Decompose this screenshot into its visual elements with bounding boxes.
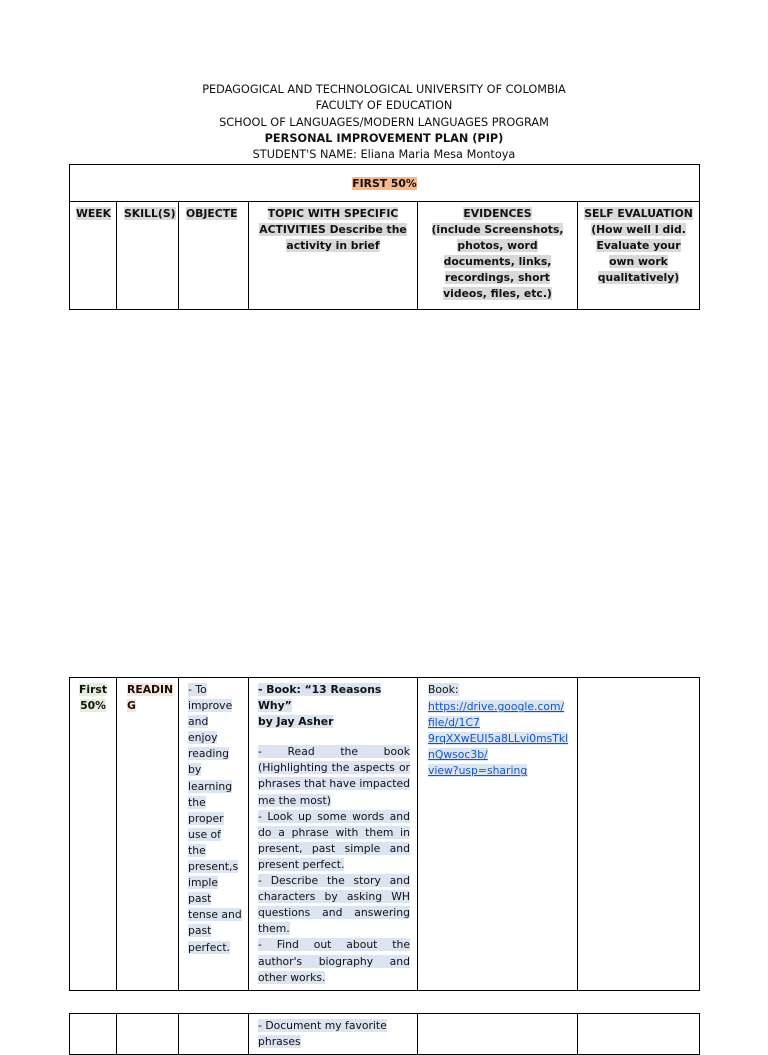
evidence-link[interactable]: https://drive.google.com/ file/d/1C7 9rqXXwEUI5a8LLvi0msTkl nQwsoc3b/ view?usp=sharing bbox=[428, 700, 569, 778]
activity-describe: - Describe the story and characters by asking WH questions and answering them. bbox=[258, 874, 410, 936]
col-objective: OBJECTE bbox=[179, 202, 249, 310]
pip-row-table bbox=[69, 677, 700, 991]
col-topic: TOPIC WITH SPECIFIC ACTIVITIES Describe the activity in brief bbox=[249, 202, 418, 310]
university-name: PEDAGOGICAL AND TECHNOLOGICAL UNIVERSITY OF COLOMBIA bbox=[202, 83, 566, 96]
week-cell bbox=[70, 1014, 117, 1055]
evidence-cell bbox=[418, 678, 578, 991]
self-evaluation-cell bbox=[578, 678, 700, 991]
week-cell: First 50% bbox=[70, 678, 117, 991]
activity-author: - Find out about the author's biography and other works. bbox=[258, 938, 410, 984]
objective-cell: - To improve and enjoy reading by learning the proper use of the present,s imple past tense and past perfect. bbox=[179, 678, 249, 991]
skill-cell: READIN G bbox=[117, 678, 179, 991]
topic-fragment: - Document my favorite phrases bbox=[258, 1019, 387, 1049]
book-author: by Jay Asher bbox=[258, 715, 334, 729]
evidence-cell bbox=[418, 1014, 578, 1055]
col-week: WEEK bbox=[70, 202, 117, 310]
book-title: Book: “13 Reasons Why” bbox=[258, 683, 382, 713]
objective-cell bbox=[179, 1014, 249, 1055]
evidence-label: Book: bbox=[428, 683, 459, 696]
school-name: SCHOOL OF LANGUAGES/MODERN LANGUAGES PROGRAM bbox=[219, 115, 549, 129]
table-row bbox=[70, 678, 700, 991]
section-title-cell bbox=[70, 165, 700, 202]
pip-header-table bbox=[69, 164, 700, 310]
topic-cell bbox=[249, 1014, 418, 1055]
table-row bbox=[70, 1014, 700, 1055]
activity-read: - Read the book (Highlighting the aspects or phrases that have impacted me the most) bbox=[258, 745, 411, 807]
topic-cell: - Book: “13 Reasons Why” by Jay Asher - Read the book (Highlighting the aspects or phrases that have impacted me the most) - Look up some words and do a phrase with them in present, past simple and present perfect. - Describe the story and characters by asking WH questions and answering them. - Find out about the author's biography and other works. bbox=[249, 678, 418, 991]
col-self-evaluation: SELF EVALUATION (How well I did. Evaluate your own work qualitatively) bbox=[578, 202, 700, 310]
section-title: FIRST 50% bbox=[352, 176, 417, 190]
col-evidences: EVIDENCES (include Screenshots, photos, word documents, links, recordings, short videos, files, etc.) bbox=[418, 202, 578, 310]
activity-words: - Look up some words and do a phrase with them in present, past simple and present perfect. bbox=[258, 809, 410, 871]
col-skills: SKILL(S) bbox=[117, 202, 179, 310]
skill-cell bbox=[117, 1014, 179, 1055]
faculty-name: FACULTY OF EDUCATION bbox=[315, 99, 453, 113]
document-header bbox=[0, 82, 768, 163]
self-evaluation-cell bbox=[578, 1014, 700, 1055]
pip-row-table-partial bbox=[69, 1013, 700, 1055]
student-name: STUDENT'S NAME: Eliana Maria Mesa Montoya bbox=[252, 148, 516, 162]
plan-title: PERSONAL IMPROVEMENT PLAN (PIP) bbox=[264, 131, 504, 145]
